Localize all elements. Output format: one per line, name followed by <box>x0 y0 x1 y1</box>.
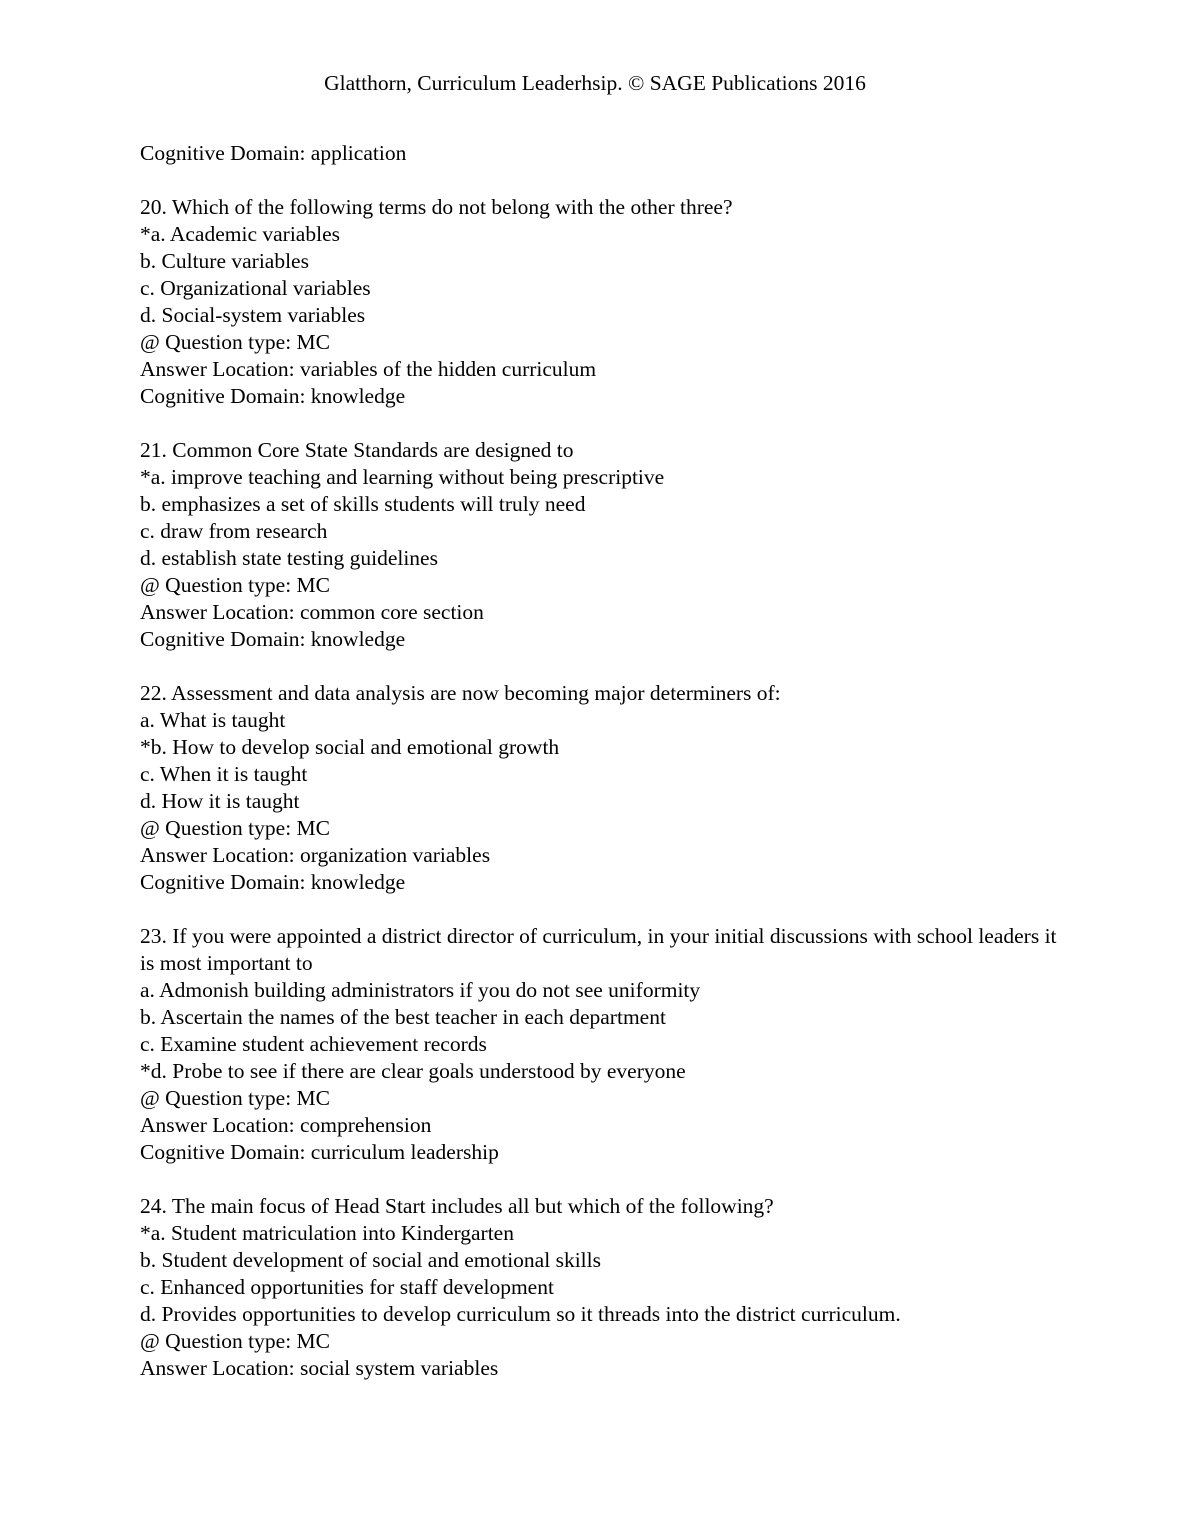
cognitive-domain: Cognitive Domain: knowledge <box>140 870 406 894</box>
option-a: a. Admonish building administrators if you do not see uniformity <box>140 978 701 1002</box>
option-b: b. Culture variables <box>140 249 309 273</box>
option-c: c. draw from research <box>140 519 328 543</box>
answer-location: Answer Location: common core section <box>140 600 484 624</box>
option-b: b. Student development of social and emotional skills <box>140 1248 601 1272</box>
question-type: @ Question type: MC <box>140 573 331 597</box>
option-a: *a. improve teaching and learning without being prescriptive <box>140 465 665 489</box>
answer-location: Answer Location: variables of the hidden curriculum <box>140 357 597 381</box>
page-header: Glatthorn, Curriculum Leaderhsip. © SAGE Publications 2016 <box>324 71 866 95</box>
intro-block <box>140 140 1060 167</box>
question-type: @ Question type: MC <box>140 816 331 840</box>
question-stem: 20. Which of the following terms do not belong with the other three? <box>140 195 733 219</box>
option-b: *b. How to develop social and emotional growth <box>140 735 560 759</box>
option-d: d. establish state testing guidelines <box>140 546 438 570</box>
document-body <box>140 140 1060 1409</box>
answer-location: Answer Location: social system variables <box>140 1356 499 1380</box>
question-stem: 22. Assessment and data analysis are now becoming major determiners of: <box>140 681 781 705</box>
cognitive-domain: Cognitive Domain: application <box>140 141 407 165</box>
option-b: b. Ascertain the names of the best teacher in each department <box>140 1005 666 1029</box>
question-type: @ Question type: MC <box>140 1329 331 1353</box>
cognitive-domain: Cognitive Domain: knowledge <box>140 384 406 408</box>
question-20 <box>140 194 1060 410</box>
question-21 <box>140 437 1060 653</box>
question-type: @ Question type: MC <box>140 1086 331 1110</box>
question-stem: 23. If you were appointed a district director of curriculum, in your initial discussions with school leaders it is most important to <box>140 924 1057 975</box>
option-c: c. Examine student achievement records <box>140 1032 487 1056</box>
option-d: *d. Probe to see if there are clear goals understood by everyone <box>140 1059 686 1083</box>
option-d: d. How it is taught <box>140 789 300 813</box>
question-23 <box>140 923 1060 1166</box>
option-a: *a. Academic variables <box>140 222 340 246</box>
answer-location: Answer Location: comprehension <box>140 1113 432 1137</box>
option-a: *a. Student matriculation into Kindergarten <box>140 1221 514 1245</box>
option-b: b. emphasizes a set of skills students will truly need <box>140 492 586 516</box>
question-stem: 21. Common Core State Standards are designed to <box>140 438 574 462</box>
cognitive-domain: Cognitive Domain: curriculum leadership <box>140 1140 499 1164</box>
option-c: c. Organizational variables <box>140 276 371 300</box>
question-type: @ Question type: MC <box>140 330 331 354</box>
option-c: c. When it is taught <box>140 762 308 786</box>
option-d: d. Social-system variables <box>140 303 366 327</box>
question-22 <box>140 680 1060 896</box>
cognitive-domain: Cognitive Domain: knowledge <box>140 627 406 651</box>
question-stem: 24. The main focus of Head Start includes all but which of the following? <box>140 1194 774 1218</box>
option-a: a. What is taught <box>140 708 286 732</box>
answer-location: Answer Location: organization variables <box>140 843 491 867</box>
option-c: c. Enhanced opportunities for staff development <box>140 1275 554 1299</box>
question-24 <box>140 1193 1060 1382</box>
option-d: d. Provides opportunities to develop curriculum so it threads into the district curriculum. <box>140 1302 901 1326</box>
